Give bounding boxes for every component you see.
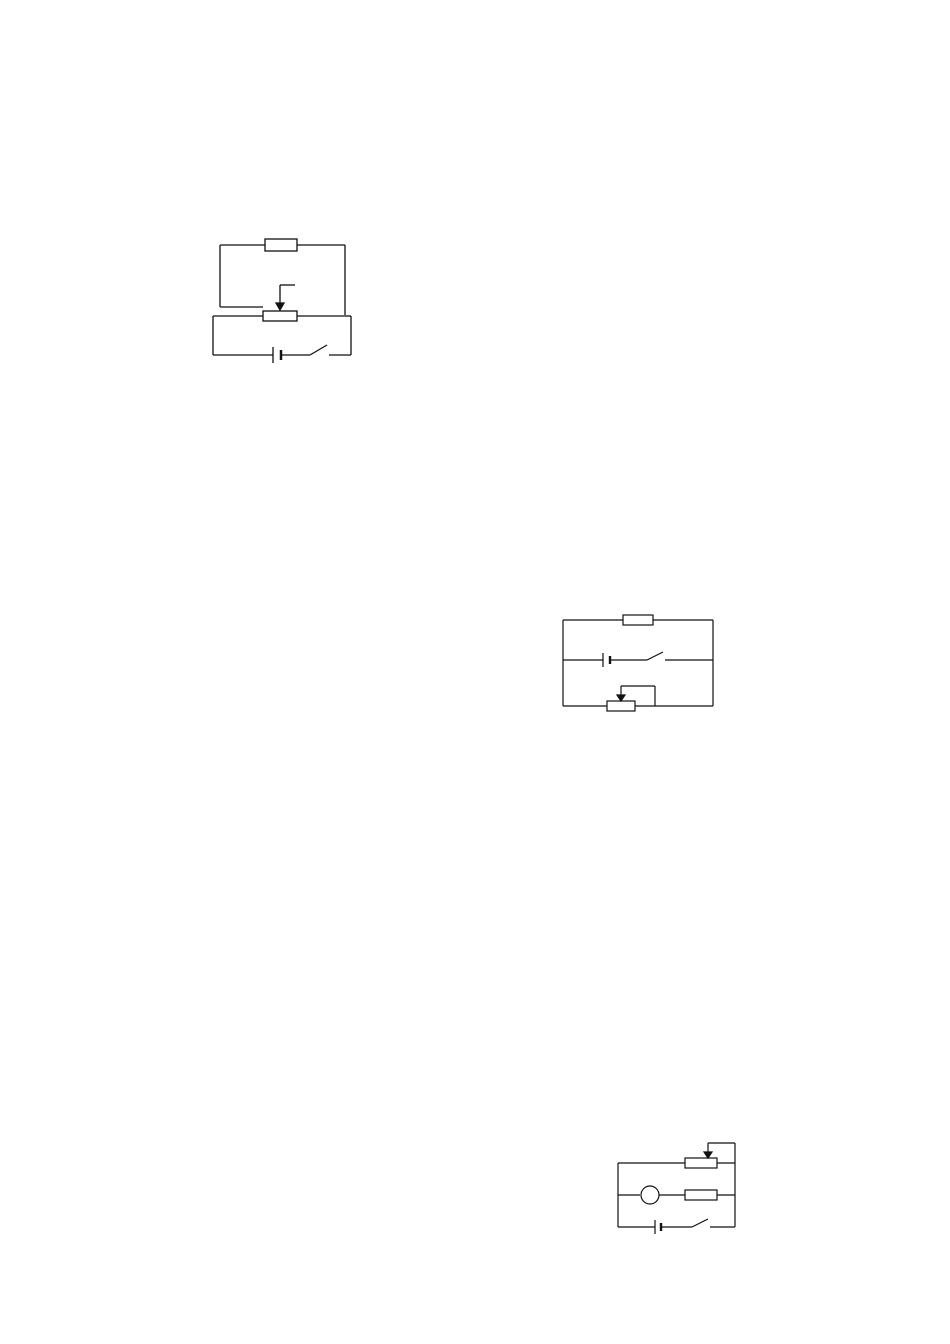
ammeter-dial-fig9	[768, 1150, 908, 1238]
figure-12a-circuit	[555, 598, 720, 728]
ammeter-dial-c	[507, 267, 652, 357]
figure-9a-circuit	[610, 1135, 745, 1247]
ammeter-dial-fig12	[722, 628, 862, 716]
ammeter-dial-b	[358, 267, 503, 357]
figure-13a-circuit	[205, 215, 365, 365]
